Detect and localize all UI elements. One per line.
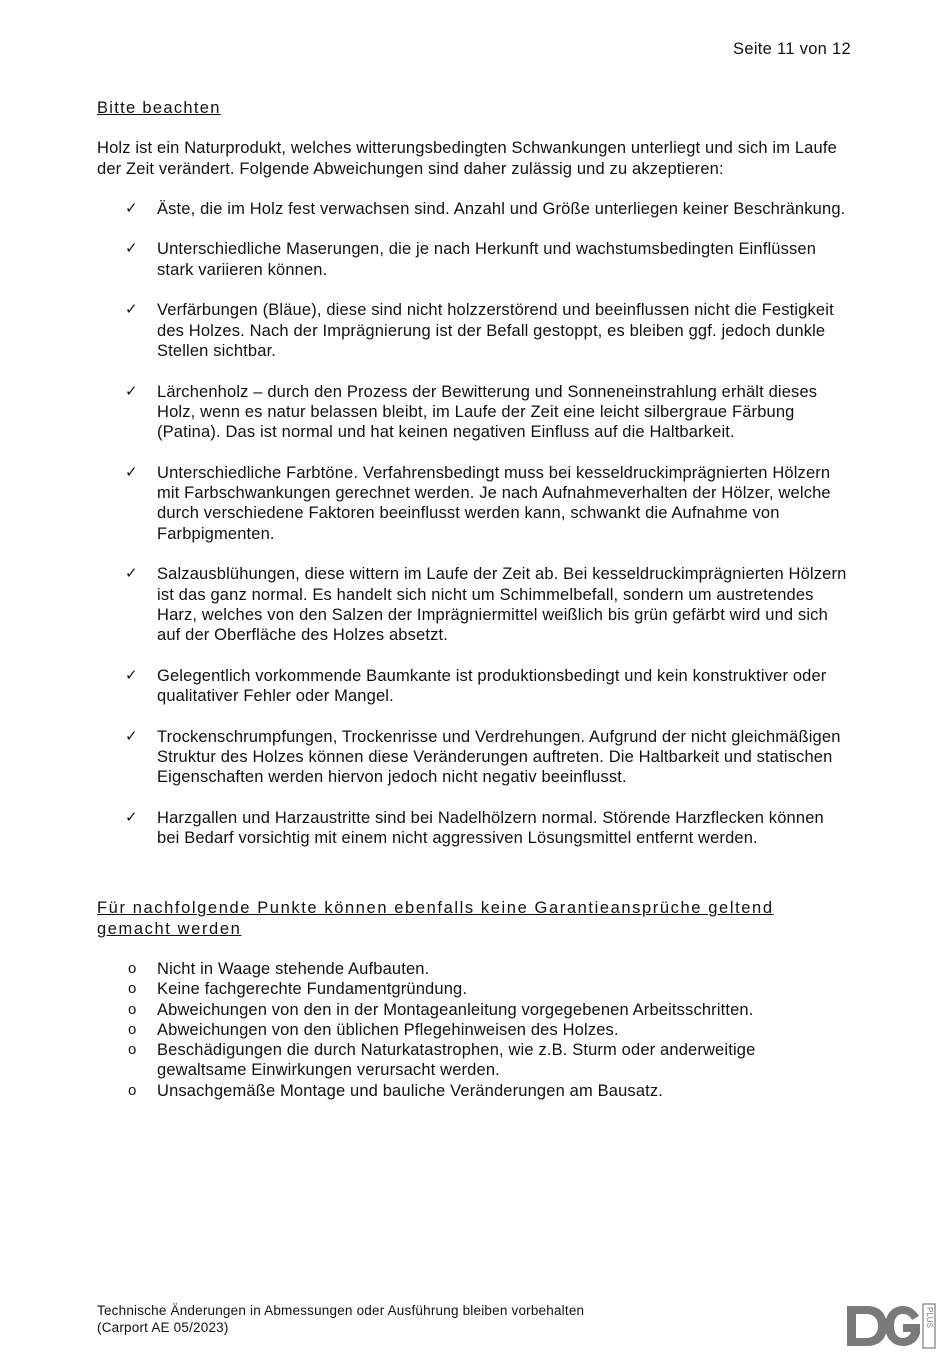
list-item-text: Unsachgemäße Montage und bauliche Veränderungen am Bausatz. (157, 1081, 664, 1100)
checkmark-icon: ✓ (125, 666, 138, 684)
page-number: Seite 11 von 12 (733, 40, 851, 58)
list-item (97, 1040, 849, 1081)
list-item (97, 463, 849, 544)
circle-bullet-icon: o (128, 1020, 137, 1038)
circle-bullet-icon: o (128, 1000, 137, 1018)
logo-letter-d (847, 1306, 887, 1346)
list-item-text: Äste, die im Holz fest verwachsen sind. Anzahl und Größe unterliegen keiner Beschränkung. (157, 199, 846, 218)
list-item (97, 382, 849, 443)
list-item-text: Unterschiedliche Farbtöne. Verfahrensbedingt muss bei kesseldruckimprägnierten Hölzern mit Farbschwankungen gerechnet werden. Je nach Aufnahmeverhalten der Hölzer, welche durch verschiedene Faktoren beeinflusst werden kann, schwankt die Aufnahme von Farbpigmenten. (157, 463, 831, 543)
checkmark-icon: ✓ (125, 565, 138, 583)
list-item-text: Verfärbungen (Bläue), diese sind nicht holzzerstörend und beeinflussen nicht die Festigkeit des Holzes. Nach der Imprägnierung ist der Befall gestoppt, es bleiben ggf. jedoch dunkle Stellen sichtbar. (157, 301, 834, 360)
checkmark-icon: ✓ (125, 199, 138, 217)
list-item (97, 1020, 849, 1040)
list-item (97, 300, 849, 361)
list-item-text: Nicht in Waage stehende Aufbauten. (157, 959, 430, 978)
list-item (97, 239, 849, 280)
list-item (97, 808, 849, 849)
dg-plus-logo (843, 1302, 939, 1350)
list-item-text: Salzausblühungen, diese wittern im Laufe der Zeit ab. Bei kesseldruckimprägnierten Hölzern ist das ganz normal. Es handelt sich nicht um Schimmelbefall, sondern um austretendes Harz, welches von den Salzen der Imprägniermittel weißlich bis grün gefärbt wird und sich auf der Oberfläche des Holzes absetzt. (157, 565, 847, 645)
circle-bullet-icon: o (128, 1081, 137, 1099)
section-heading-bitte-beachten: Bitte beachten (97, 99, 221, 117)
list-item (97, 199, 849, 219)
checkmark-icon: ✓ (125, 301, 138, 319)
list-item (97, 959, 849, 979)
logo-side-text: PLUS (924, 1307, 934, 1328)
footer (97, 1302, 584, 1336)
checkmark-icon: ✓ (125, 382, 138, 400)
list-item-text: Harzgallen und Harzaustritte sind bei Nadelhölzern normal. Störende Harzflecken können bei Bedarf vorsichtig mit einem nicht aggressiven Lösungsmittel entfernt werden. (157, 808, 824, 848)
footer-document-id: (Carport AE 05/2023) (97, 1320, 229, 1335)
checkmark-icon: ✓ (125, 463, 138, 481)
list-item-text: Gelegentlich vorkommende Baumkante ist produktionsbedingt und kein konstruktiver oder qualitativer Fehler oder Mangel. (157, 666, 827, 706)
list-item (97, 1000, 849, 1020)
list-item-text: Lärchenholz – durch den Prozess der Bewitterung und Sonneneinstrahlung erhält dieses Holz, wenn es natur belassen bleibt, im Laufe der Zeit eine leicht silbergraue Färbung (Patina). Das ist normal und hat keinen negativen Einfluss auf die Haltbarkeit. (157, 382, 818, 442)
list-item-text: Keine fachgerechte Fundamentgründung. (157, 980, 468, 999)
logo-letter-g (885, 1306, 920, 1346)
circle-bullet-icon: o (128, 959, 137, 977)
list-item-text: Abweichungen von den in der Montageanleitung vorgegebenen Arbeitsschritten. (157, 1000, 754, 1019)
footer-disclaimer: Technische Änderungen in Abmessungen oder Ausführung bleiben vorbehalten (97, 1303, 585, 1318)
list-item-text: Abweichungen von den üblichen Pflegehinweisen des Holzes. (157, 1020, 619, 1039)
checkmark-icon: ✓ (125, 240, 138, 258)
list-item (97, 979, 849, 999)
list-item (97, 727, 849, 788)
list-item-text: Trockenschrumpfungen, Trockenrisse und Verdrehungen. Aufgrund der nicht gleichmäßigen Struktur des Holzes können diese Veränderungen auftreten. Die Haltbarkeit und statischen Eigenschaften werden hiervon jedoch nicht negativ beeinflusst. (157, 727, 841, 787)
list-item (97, 666, 849, 707)
document-body (97, 98, 849, 1101)
intro-paragraph: Holz ist ein Naturprodukt, welches witterungsbedingten Schwankungen unterliegt und sich im Laufe der Zeit verändert. Folgende Abweichungen sind daher zulässig und zu akzeptieren: (97, 139, 837, 178)
checkmark-icon: ✓ (125, 808, 138, 826)
warranty-exclusion-list (97, 959, 849, 1101)
circle-bullet-icon: o (128, 980, 137, 998)
list-item (97, 1081, 849, 1101)
checkmark-icon: ✓ (125, 727, 138, 745)
list-item (97, 564, 849, 645)
deviation-list (97, 199, 849, 849)
list-item-text: Unterschiedliche Maserungen, die je nach Herkunft und wachstumsbedingten Einflüssen stark variieren können. (157, 240, 817, 279)
list-item-text: Beschädigungen die durch Naturkatastrophen, wie z.B. Sturm oder anderweitige gewaltsame Einwirkungen verursacht werden. (157, 1041, 756, 1080)
circle-bullet-icon: o (128, 1041, 137, 1059)
section-heading-garantie: Für nachfolgende Punkte können ebenfalls keine Garantieansprüche geltend gemacht werden (97, 899, 774, 938)
